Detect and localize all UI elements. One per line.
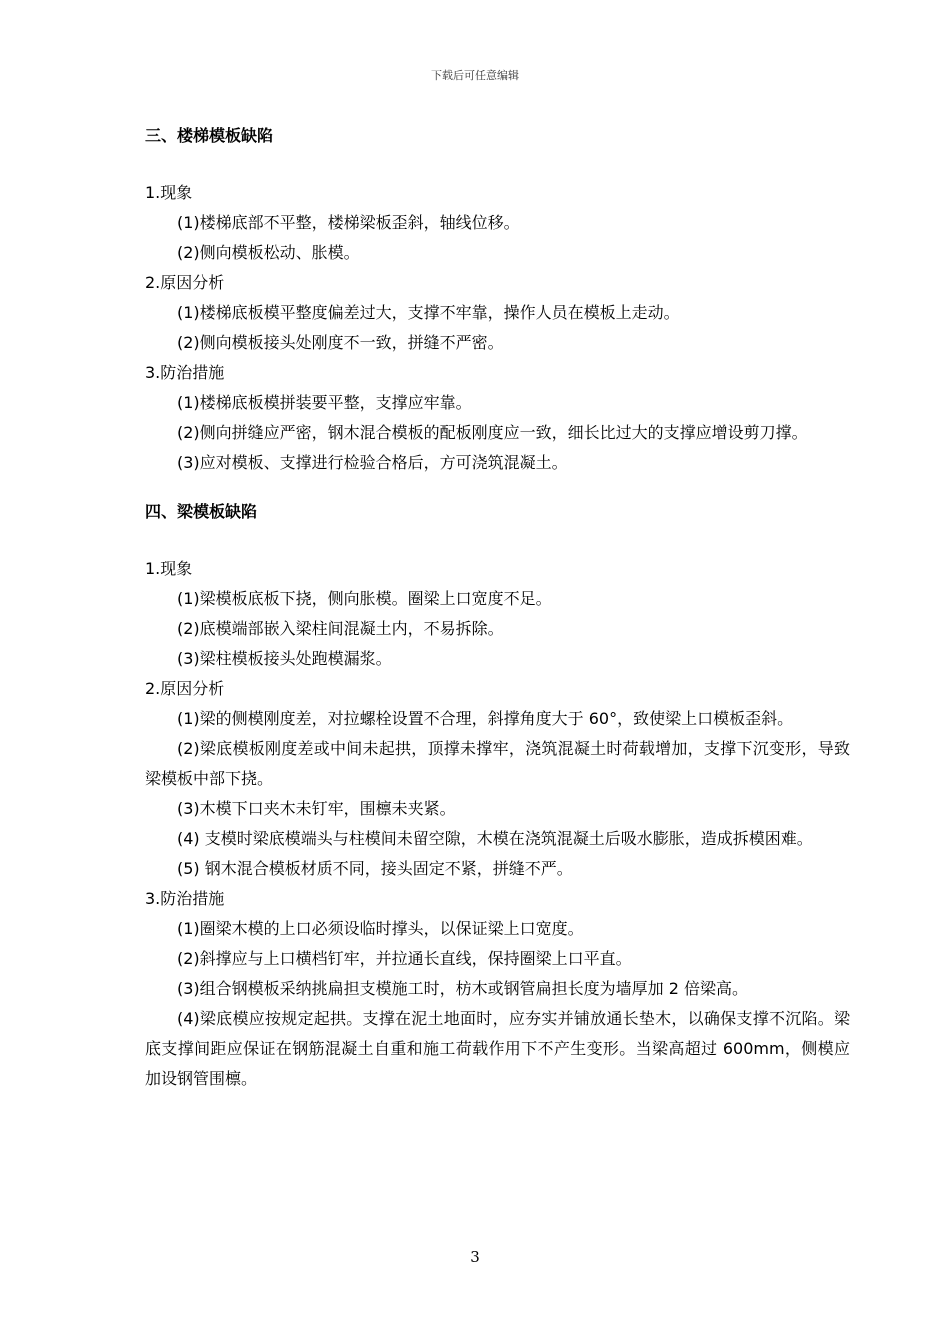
paragraph: (2)侧向拼缝应严密，钢木混合模板的配板刚度应一致，细长比过大的支撑应增设剪刀撑。: [177, 423, 808, 442]
subsection-heading: 1.现象: [145, 559, 193, 578]
paragraph: (5) 钢木混合模板材质不同，接头固定不紧，拼缝不严。: [177, 859, 573, 878]
section-title: 四、梁模板缺陷: [145, 502, 258, 521]
paragraph: (1)梁模板底板下挠，侧向胀模。圈梁上口宽度不足。: [177, 589, 552, 608]
page-header: 下载后可任意编辑: [431, 69, 519, 82]
paragraph: (2)侧向模板松动、胀模。: [177, 243, 360, 262]
paragraph: (1)圈梁木模的上口必须设临时撑头，以保证梁上口宽度。: [177, 919, 584, 938]
paragraph: (1)楼梯底板模拼装要平整，支撑应牢靠。: [177, 393, 472, 412]
paragraph: (4)梁底模应按规定起拱。支撑在泥土地面时，应夯实并铺放通长垫木，以确保支撑不沉陷。梁底支撑间距应保证在钢筋混凝土自重和施工荷载作用下不产生变形。当梁高超过 600mm，侧模应加设钢管围檩。: [145, 1009, 850, 1088]
paragraph: (2)梁底模板刚度差或中间未起拱，顶撑未撑牢，浇筑混凝土时荷载增加，支撑下沉变形，导致梁模板中部下挠。: [145, 739, 850, 788]
subsection-heading: 2.原因分析: [145, 679, 225, 698]
paragraph: (2)侧向模板接头处刚度不一致，拼缝不严密。: [177, 333, 504, 352]
paragraph: (1)楼梯底板模平整度偏差过大，支撑不牢靠，操作人员在模板上走动。: [177, 303, 680, 322]
subsection-heading: 3.防治措施: [145, 889, 225, 908]
subsection-heading: 2.原因分析: [145, 273, 225, 292]
paragraph: (3)木模下口夹木未钉牢，围檩未夹紧。: [177, 799, 456, 818]
paragraph: (2)底模端部嵌入梁柱间混凝土内，不易拆除。: [177, 619, 504, 638]
section-title: 三、楼梯模板缺陷: [145, 126, 274, 145]
paragraph: (3)应对模板、支撑进行检验合格后，方可浇筑混凝土。: [177, 453, 568, 472]
subsection-heading: 3.防治措施: [145, 363, 225, 382]
subsection-heading: 1.现象: [145, 183, 193, 202]
paragraph: (3)组合钢模板采纳挑扁担支模施工时，枋木或钢管扁担长度为墙厚加 2 倍梁高。: [177, 979, 749, 998]
paragraph: (3)梁柱模板接头处跑模漏浆。: [177, 649, 392, 668]
page-number: 3: [470, 1248, 480, 1266]
paragraph: (1)梁的侧模刚度差，对拉螺栓设置不合理，斜撑角度大于 60°，致使梁上口模板歪斜。: [177, 709, 794, 728]
paragraph: (4) 支模时梁底模端头与柱模间未留空隙，木模在浇筑混凝土后吸水膨胀，造成拆模困难。: [177, 829, 813, 848]
page-content: [145, 116, 850, 1094]
paragraph: (2)斜撑应与上口横档钉牢，并拉通长直线，保持圈梁上口平直。: [177, 949, 632, 968]
paragraph: (1)楼梯底部不平整，楼梯梁板歪斜，轴线位移。: [177, 213, 520, 232]
